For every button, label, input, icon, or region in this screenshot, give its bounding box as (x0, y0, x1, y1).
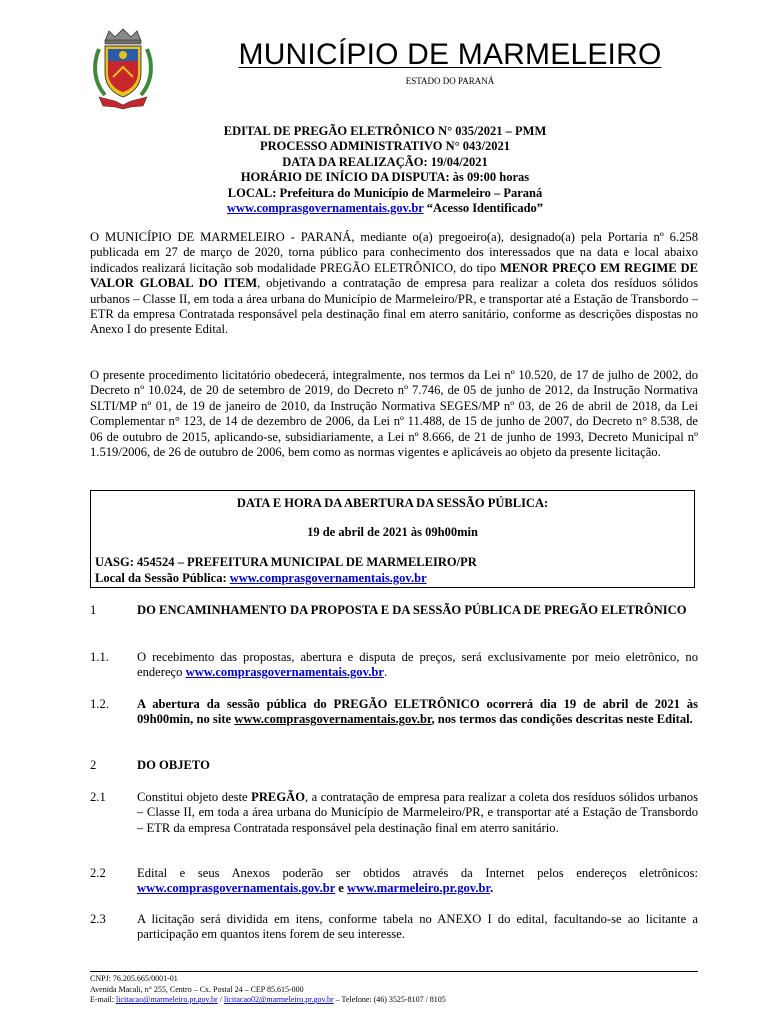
state-subtitle: ESTADO DO PARANÁ (405, 76, 495, 86)
compras-link[interactable]: www.comprasgovernamentais.gov.br (226, 201, 424, 216)
clause-number: 1.2. (90, 697, 109, 711)
clause-number: 2.3 (90, 912, 106, 926)
session-datetime: 19 de abril de 2021 às 09h00min (307, 525, 478, 539)
edital-number: EDITAL DE PREGÃO ELETRÔNICO N° 035/2021 – PMM (223, 124, 547, 138)
section-number: 1 (90, 603, 97, 617)
access-line: www.comprasgovernamentais.gov.br “Acesso Identificado” (226, 201, 544, 216)
session-local-link[interactable]: www.comprasgovernamentais.gov.br (229, 571, 427, 585)
session-local: Local da Sessão Pública: www.comprasgovernamentais.gov.br (95, 571, 427, 585)
clause-number: 1.1. (90, 650, 109, 664)
location: LOCAL: Prefeitura do Município de Marmeleiro – Paraná (227, 185, 543, 200)
dispute-time: HORÁRIO DE INÍCIO DA DISPUTA: às 09:00 horas (240, 170, 530, 185)
clause-2-3: A licitação será dividida em itens, conforme tabela no ANEXO I do edital, facultando-se ao licitante a participação em quantos itens forem de seu interesse. (137, 912, 698, 942)
clause-1-2: A abertura da sessão pública do PREGÃO ELETRÔNICO ocorrerá dia 19 de abril de 2021 às 09h00min, no site www.comprasgovernamentais.gov.br, nos termos das condições descritas neste Edital. (137, 697, 698, 727)
price-type: MENOR PREÇO EM REGIME DE VALOR GLOBAL DO ITEM (90, 260, 698, 291)
section-title: DO ENCAMINHAMENTO DA PROPOSTA E DA SESSÃO PÚBLICA DE PREGÃO ELETRÔNICO (137, 603, 687, 617)
footer-address: Avenida Macali, n° 255, Centro – Cx. Postal 24 – CEP 85.615-000 (90, 984, 304, 994)
realization-date: DATA DA REALIZAÇÃO: 19/04/2021 (282, 154, 488, 169)
intro-paragraph: O MUNICÍPIO DE MARMELEIRO - PARANÁ, mediante o(a) pregoeiro(a), designado(a) pela Portaria nº 6.258 publicada em 27 de março de 2020, torna público para conhecimento dos interessados que na data e local abaixo indicados realizará licitação sob modalidade PREGÃO ELETRÔNICO, do tipo MENOR PREÇO EM REGIME DE VALOR GLOBAL DO ITEM, objetivando a contratação de empresa para realizar a coleta dos resíduos sólidos urbanos – Classe II, em toda a área urbana do Município de Marmeleiro/PR, e transportar até a Estação de Transbordo – ETR da empresa Contratada responsável pela destinação final em aterro sanitário, conforme as descrições dispostas no Anexo I do presente Edital. (90, 230, 698, 337)
footer-cnpj: CNPJ: 76.205.665/0001-01 (90, 974, 178, 983)
clause-link[interactable]: www.comprasgovernamentais.gov.br (137, 881, 336, 896)
footer-contact: E-mail: licitacao@marmeleiro.pr.gov.br / licitacao02@marmeleiro.pr.gov.br – Telefone: (46) 3525-8107 / 8105 (90, 995, 446, 1005)
session-heading: DATA E HORA DA ABERTURA DA SESSÃO PÚBLICA: (236, 496, 549, 510)
clause-number: 2.1 (90, 790, 106, 804)
email-link-2[interactable]: licitacao02@marmeleiro.pr.gov.br (223, 995, 334, 1005)
process-number: PROCESSO ADMINISTRATIVO N° 043/2021 (259, 139, 511, 154)
section-title: DO OBJETO (137, 758, 210, 772)
clause-link-text[interactable]: www.comprasgovernamentais.gov.br (234, 712, 432, 727)
municipality-title: MUNICÍPIO DE MARMELEIRO (238, 38, 662, 71)
edital-header (90, 124, 680, 216)
clause-number: 2.2 (90, 866, 106, 880)
clause-1-1: O recebimento das propostas, abertura e disputa de preços, será exclusivamente por meio eletrônico, no endereço www.comprasgovernamentais.gov.br. (137, 650, 698, 680)
email-link-1[interactable]: licitacao@marmeleiro.pr.gov.br (116, 995, 218, 1005)
marmeleiro-link[interactable]: www.marmeleiro.pr.gov.br (347, 881, 490, 896)
municipal-crest-logo (91, 27, 155, 111)
footer (90, 974, 446, 1006)
legal-basis-paragraph: O presente procedimento licitatório obedecerá, integralmente, nos termos da Lei nº 10.520, de 17 de julho de 2002, do Decreto nº 10.024, de 20 de setembro de 2019, do Decreto nº 7.746, de 05 de junho de 2012, da Instrução Normativa SLTI/MP nº 01, de 19 de janeiro de 2010, da Instrução Normativa SEGES/MP nº 03, de 26 de abril de 2018, da Lei Complementar n° 123, de 14 de dezembro de 2006, da Lei nº 11.488, de 15 de junho de 2007, do Decreto n° 8.538, de 06 de outubro de 2015, aplicando-se, subsidiariamente, a Lei nº 8.666, de 21 de junho de 1993, Decreto Municipal nº 1.519/2006, de 26 de outubro de 2006, bem como as normas vigentes e aplicáveis ao objeto da presente licitação. (90, 368, 698, 460)
clause-link[interactable]: www.comprasgovernamentais.gov.br (185, 665, 384, 680)
footer-divider (90, 971, 698, 972)
uasg-line: UASG: 454524 – PREFEITURA MUNICIPAL DE MARMELEIRO/PR (95, 555, 477, 569)
clause-2-1: Constitui objeto deste PREGÃO, a contratação de empresa para realizar a coleta dos resíduos sólidos urbanos – Classe II, em toda a área urbana do Município de Marmeleiro/PR, e transportar até a Estação de Transbordo – ETR da empresa Contratada responsável pela destinação final em aterro sanitário. (137, 790, 698, 835)
clause-2-2: Edital e seus Anexos poderão ser obtidos através da Internet pelos endereços eletrônicos: www.comprasgovernamentais.gov.br e www.marmeleiro.pr.gov.br. (137, 866, 698, 896)
session-info-box (90, 490, 695, 588)
section-number: 2 (90, 758, 97, 772)
